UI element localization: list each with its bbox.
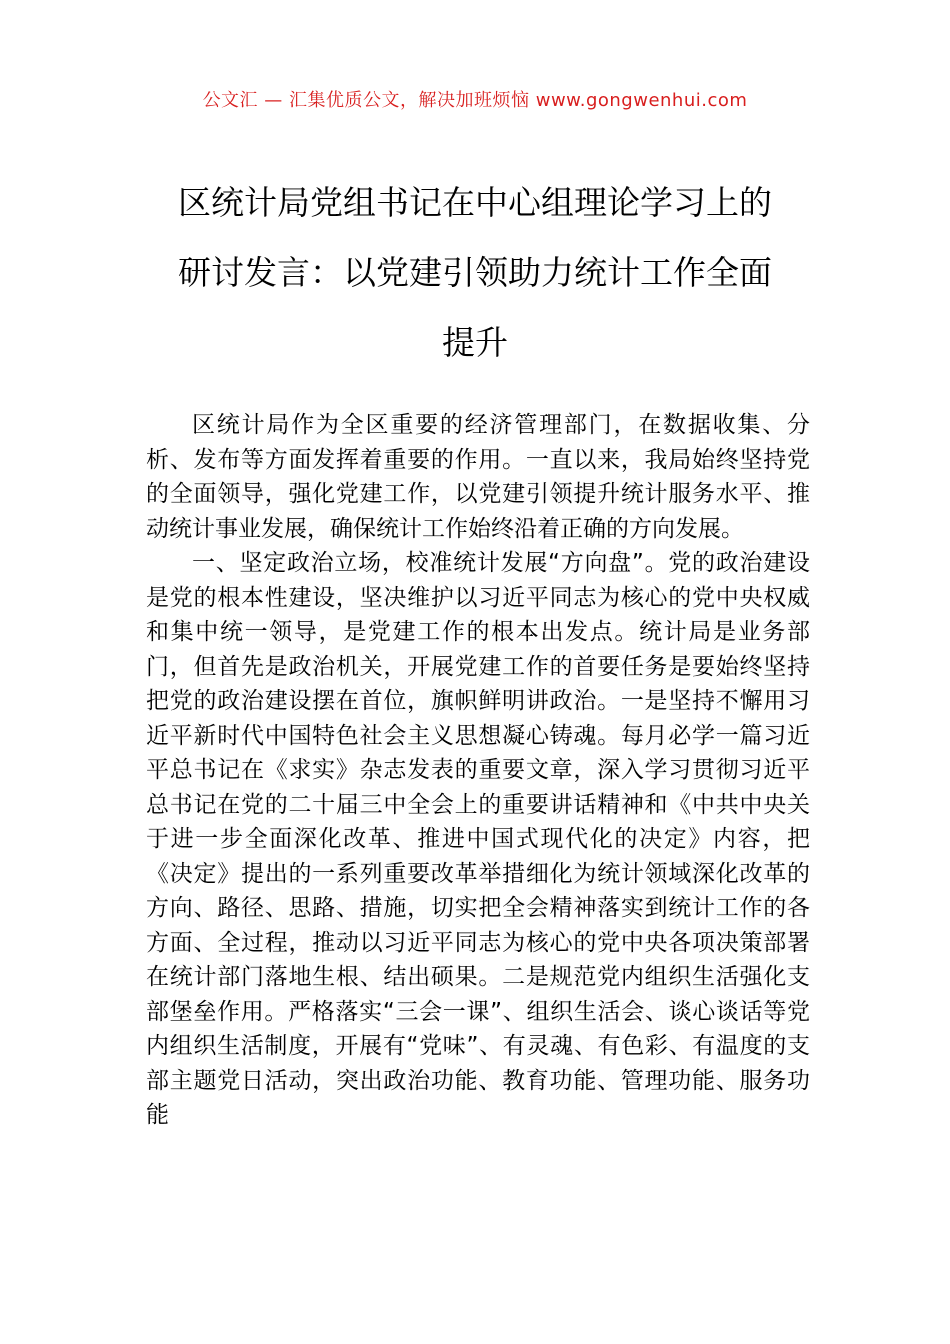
- paragraph-section-1: 一、坚定政治立场，校准统计发展“方向盘”。党的政治建设是党的根本性建设，坚决维护以习近平同志为核心的党中央权威和集中统一领导，是党建工作的根本出发点。统计局是业务部门，但首先是政治机关，开展党建工作的首要任务是要始终坚持把党的政治建设摆在首位，旗帜鲜明讲政治。一是坚持不懈用习近平新时代中国特色社会主义思想凝心铸魂。每月必学一篇习近平总书记在《求实》杂志发表的重要文章，深入学习贯彻习近平总书记在党的二十届三中全会上的重要讲话精神和《中共中央关于进一步全面深化改革、推进中国式现代化的决定》内容，把《决定》提出的一系列重要改革举措细化为统计领域深化改革的方向、路径、思路、措施，切实把全会精神落实到统计工作的各方面、全过程，推动以习近平同志为核心的党中央各项决策部署在统计部门落地生根、结出硕果。二是规范党内组织生活强化支部堡垒作用。严格落实“三会一课”、组织生活会、谈心谈话等党内组织生活制度，开展有“党味”、有灵魂、有色彩、有温度的支部主题党日活动，突出政治功能、教育功能、管理功能、服务功能: [146, 550, 810, 1128]
- title-line-2: 研讨发言：以党建引领助力统计工作全面: [178, 253, 772, 292]
- header-banner: 公文汇 — 汇集优质公文，解决加班烦恼 www.gongwenhui.com: [202, 90, 748, 111]
- document-title: [110, 168, 840, 378]
- document-body: [146, 408, 810, 1133]
- title-line-1: 区统计局党组书记在中心组理论学习上的: [178, 183, 772, 222]
- title-line-3: 提升: [442, 323, 508, 362]
- paragraph-intro: 区统计局作为全区重要的经济管理部门，在数据收集、分析、发布等方面发挥着重要的作用。一直以来，我局始终坚持党的全面领导，强化党建工作，以党建引领提升统计服务水平、推动统计事业发展，确保统计工作始终沿着正确的方向发展。: [146, 412, 810, 542]
